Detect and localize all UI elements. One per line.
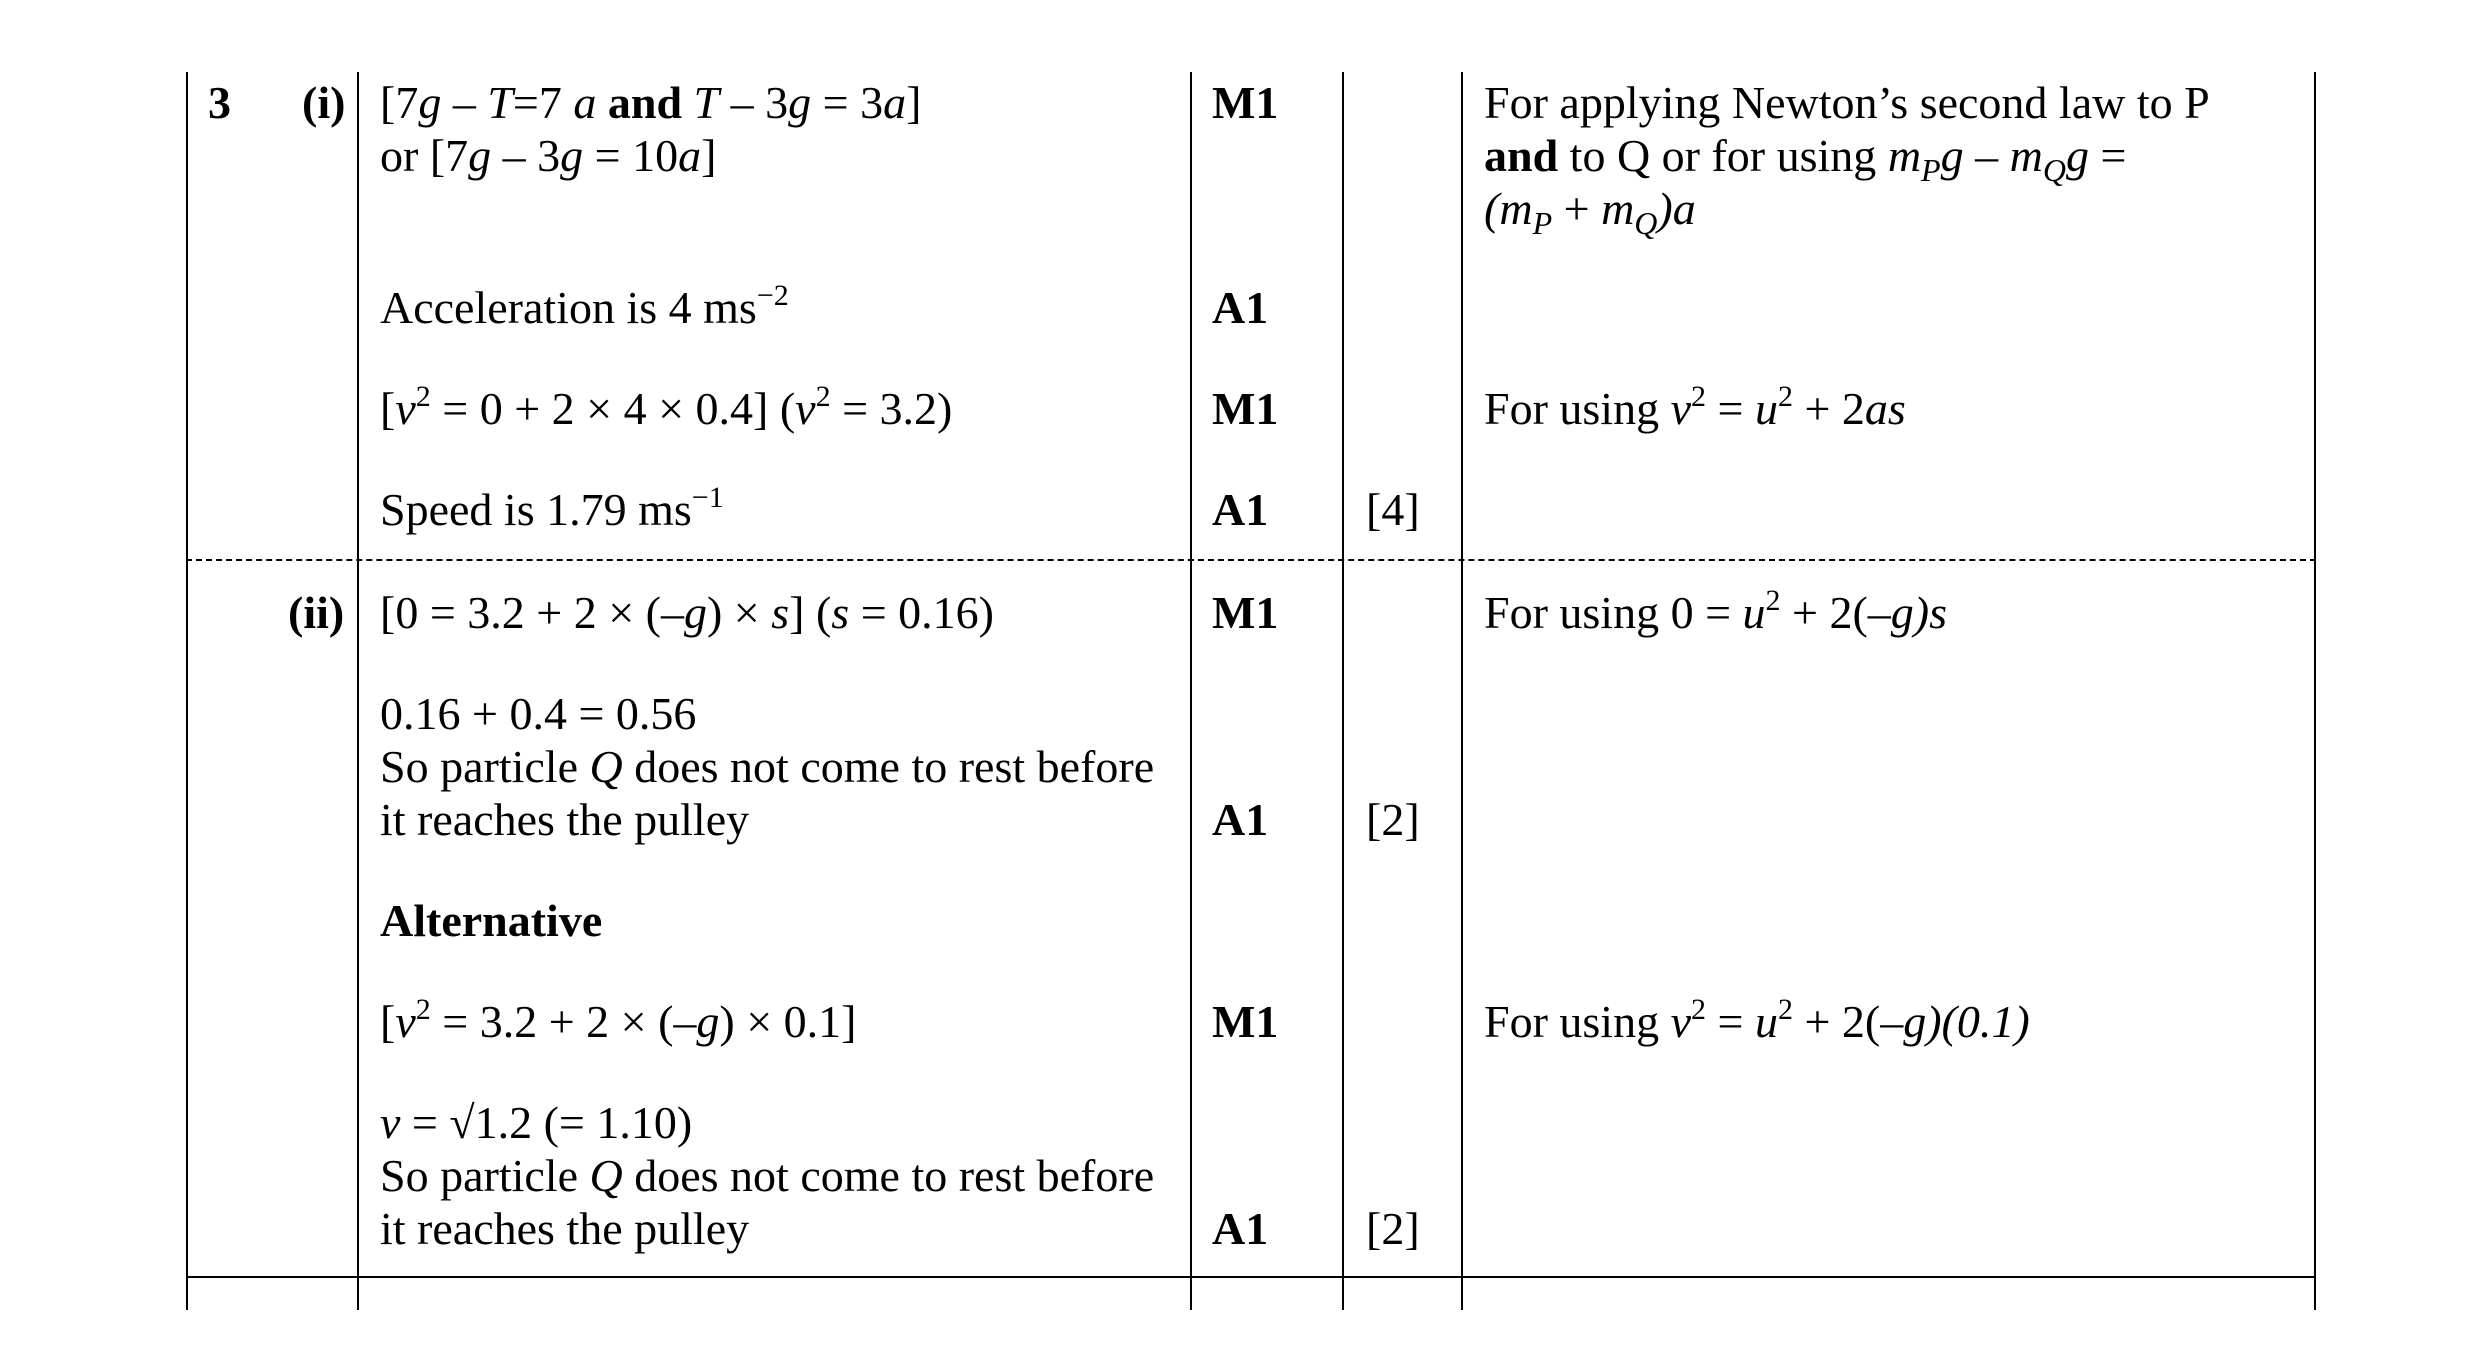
mark-a1-alternative: A1	[1212, 1203, 1269, 1254]
mark-m1-alternative: M1	[1212, 996, 1279, 1047]
alternative-conclusion-line-2: it reaches the pulley	[380, 1203, 750, 1254]
total-part-i: [4]	[1366, 484, 1420, 535]
guidance-suvat: For using $v^2 = u^2 + 2as$	[1484, 380, 1906, 434]
part-label-i: (i)	[302, 77, 346, 128]
distance-sum: 0.16 + 0.4 = 0.56	[380, 688, 697, 739]
part-label-ii: (ii)	[288, 587, 345, 638]
table-border-right	[2314, 72, 2316, 1310]
row-divider-bottom	[186, 1276, 2316, 1278]
guidance-newton-line-2: and to Q or for using $m_Pg - m_Qg$ =	[1484, 130, 2127, 188]
alternative-working: $[v^2 = 3.2 + 2 \times (-g) \times 0.1]$	[380, 993, 857, 1047]
mark-a1-part-ii: A1	[1212, 794, 1269, 845]
velocity-squared-working: $[v^2 = 0 + 2 \times 4 \times 0.4] (v^2 = 3.2)$	[380, 380, 953, 434]
acceleration-result: Acceleration is 4 $ms^{-2}$	[380, 279, 789, 333]
part-i-equations-line-1: [7g – T=7 a and T – 3g = 3a]	[380, 77, 922, 128]
total-part-ii-alternative: [2]	[1366, 1203, 1420, 1254]
part-i-equations-line-2: or [7g – 3g = 10a]	[380, 130, 717, 181]
column-divider-answer	[357, 72, 359, 1310]
question-number: 3	[208, 77, 231, 128]
part-ii-deceleration-working: [0 = 3.2 + 2 × (–g) × s] (s = 0.16)	[380, 587, 994, 638]
total-part-ii: [2]	[1366, 794, 1420, 845]
mark-m1-newton: M1	[1212, 77, 1279, 128]
mark-m1-part-ii: M1	[1212, 587, 1279, 638]
column-divider-mark	[1190, 72, 1192, 1310]
guidance-newton-line-1: For applying Newton’s second law to P	[1484, 77, 2210, 128]
alternative-velocity: v = √1.2 (= 1.10)	[380, 1097, 693, 1148]
column-divider-guidance	[1461, 72, 1463, 1310]
conclusion-line-2: it reaches the pulley	[380, 794, 750, 845]
alternative-conclusion-line-1: So particle Q does not come to rest before	[380, 1150, 1155, 1201]
mark-m1-velocity: M1	[1212, 383, 1279, 434]
speed-result: Speed is 1.79 $ms^{-1}$	[380, 481, 724, 535]
column-divider-total	[1342, 72, 1344, 1310]
guidance-alternative: For using $v^2 = u^2 + 2(-g)(0.1)$	[1484, 993, 2030, 1047]
guidance-deceleration: For using $0 = u^2 + 2(-g)s$	[1484, 584, 1948, 638]
guidance-newton-line-3: $(m_P + m_Q)a$	[1484, 183, 1696, 241]
mark-a1-speed: A1	[1212, 484, 1269, 535]
part-divider-dashed	[186, 559, 2316, 561]
mark-a1-acceleration: A1	[1212, 282, 1269, 333]
table-border-left	[186, 72, 188, 1310]
conclusion-line-1: So particle Q does not come to rest before	[380, 741, 1155, 792]
alternative-heading: Alternative	[380, 895, 603, 946]
